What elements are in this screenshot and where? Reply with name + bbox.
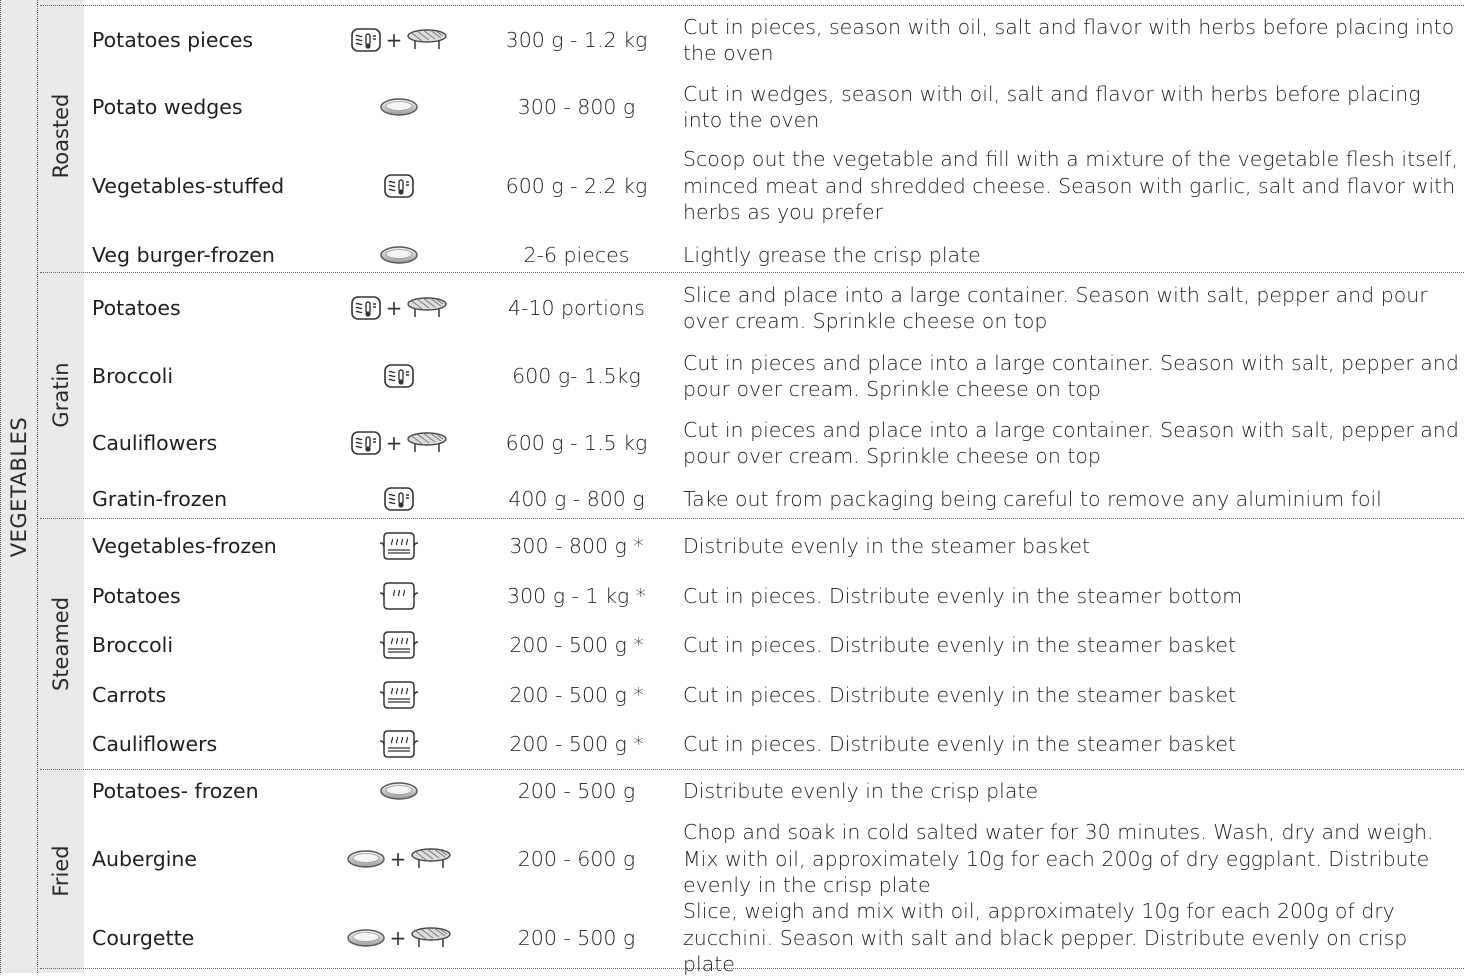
table-row [84,524,1464,568]
group-fried [38,769,84,973]
quantity: 600 g - 1.5 kg [505,431,648,455]
table-row [84,8,1464,72]
table-row [84,276,1464,340]
wire-rack-icon [410,925,452,951]
crisp-plate-icon [346,848,386,870]
grill-oven-icon [383,173,415,199]
crisp-plate-icon [379,780,419,802]
food-name: Potatoes [92,296,181,320]
instructions: Cut in pieces. Distribute evenly in the steamer basket [683,731,1236,756]
group-roasted [38,0,84,272]
table-row [84,342,1464,410]
accessory-icons [324,818,474,900]
quantity: 200 - 500 g * [509,683,644,707]
instructions: Cut in pieces, season with oil, salt and flavor with herbs before placing into the oven [683,14,1455,65]
accessory-icons [324,672,474,718]
accessory-icons [324,74,474,140]
crisp-plate-icon [379,244,419,266]
accessory-icons [324,144,474,228]
instructions: Cut in pieces. Distribute evenly in the steamer basket [683,682,1236,707]
table-row [84,772,1464,810]
table-row [84,818,1464,900]
instructions: Cut in pieces and place into a large container. Season with salt, pepper and pour over cream. Sprinkle cheese on top [683,350,1459,401]
table-row [84,74,1464,140]
quantity: 300 - 800 g * [509,534,644,558]
food-name: Cauliflowers [92,431,218,455]
group-label: Gratin [49,362,73,428]
quantity: 200 - 500 g * [509,732,644,756]
grill-oven-icon [383,363,415,389]
quantity: 2-6 pieces [523,243,630,267]
main-category-label: VEGETABLES [7,416,31,557]
plus-sign: + [385,28,403,52]
food-name: Potatoes- frozen [92,779,259,803]
table-row [84,672,1464,718]
quantity: 200 - 600 g [517,847,636,871]
wire-rack-icon [406,27,448,53]
table-row [84,238,1464,272]
food-name: Broccoli [92,364,174,388]
table-row [84,622,1464,668]
food-name: Potato wedges [92,95,243,119]
food-name: Vegetables-frozen [92,534,277,558]
quantity: 200 - 500 g [517,926,636,950]
food-name: Cauliflowers [92,732,218,756]
group-steamed [38,518,84,769]
instructions: Distribute evenly in the crisp plate [683,778,1039,803]
accessory-icons [324,276,474,340]
steamer-basket-icon [379,531,419,561]
steamer-basket-icon [379,630,419,660]
accessory-icons [324,622,474,668]
instructions: Lightly grease the crisp plate [683,242,981,267]
quantity: 400 g - 800 g [508,487,645,511]
wire-rack-icon [406,295,448,321]
instructions: Cut in pieces. Distribute evenly in the steamer bottom [683,583,1243,608]
main-category-column [0,0,38,973]
food-name: Courgette [92,926,195,950]
wire-rack-icon [410,846,452,872]
table-row [84,572,1464,620]
instructions: Cut in pieces and place into a large container. Season with salt, pepper and pour over cream. Sprinkle cheese on top [683,417,1459,468]
group-divider [40,769,1464,770]
crisp-plate-icon [346,927,386,949]
food-name: Vegetables-stuffed [92,174,285,198]
accessory-icons [324,524,474,568]
grill-oven-icon [350,430,382,456]
quantity: 4-10 portions [508,296,645,320]
plus-sign: + [385,431,403,455]
crisp-plate-icon [379,96,419,118]
accessory-icons [324,342,474,410]
instructions: Cut in wedges, season with oil, salt and flavor with herbs before placing into the oven [683,81,1421,132]
quantity: 200 - 500 g [517,779,636,803]
food-name: Broccoli [92,633,174,657]
table-row [84,144,1464,228]
grill-oven-icon [350,295,382,321]
instructions: Scoop out the vegetable and fill with a mixture of the vegetable flesh itself, minced meat and shredded cheese. Season with garlic, salt and flavor with herbs as you prefer [683,147,1458,225]
accessory-icons [324,772,474,810]
group-label: Steamed [49,596,73,691]
quantity: 200 - 500 g * [509,633,644,657]
accessory-icons [324,410,474,476]
grill-oven-icon [350,27,382,53]
table-row [84,720,1464,768]
quantity: 300 g - 1 kg * [507,584,646,608]
table-row [84,480,1464,518]
instructions: Cut in pieces. Distribute evenly in the steamer basket [683,632,1236,657]
table-row [84,899,1464,977]
plus-sign: + [389,847,407,871]
group-label: Fried [49,845,73,897]
quantity: 600 g- 1.5kg [512,364,641,388]
plus-sign: + [385,296,403,320]
food-name: Potatoes [92,584,181,608]
instructions: Slice and place into a large container. Season with salt, pepper and pour over cream. Sprinkle cheese on top [683,282,1428,333]
group-gratin [38,272,84,518]
instructions: Distribute evenly in the steamer basket [683,533,1091,558]
accessory-icons [324,8,474,72]
accessory-icons [324,572,474,620]
group-label: Roasted [49,93,73,179]
steamer-bottom-icon [379,581,419,611]
grill-oven-icon [383,486,415,512]
wire-rack-icon [406,430,448,456]
quantity: 300 - 800 g [517,95,636,119]
food-name: Potatoes pieces [92,28,254,52]
food-name: Aubergine [92,847,198,871]
instructions: Take out from packaging being careful to remove any aluminium foil [683,486,1382,511]
accessory-icons [324,908,474,968]
accessory-icons [324,238,474,272]
group-divider [40,272,1464,273]
plus-sign: + [389,926,407,950]
food-name: Veg burger-frozen [92,243,275,267]
steamer-basket-icon [379,680,419,710]
quantity: 600 g - 2.2 kg [505,174,648,198]
food-name: Gratin-frozen [92,487,228,511]
food-name: Carrots [92,683,167,707]
table-row [84,410,1464,476]
quantity: 300 g - 1.2 kg [505,28,648,52]
steamer-basket-icon [379,729,419,759]
group-divider [40,518,1464,519]
instructions: Slice, weigh and mix with oil, approximately 10g for each 200g of dry zucchini. Season with salt and black pepper. Distribute evenly on crisp plate [683,899,1408,977]
top-border [40,5,1464,6]
accessory-icons [324,720,474,768]
accessory-icons [324,480,474,518]
instructions: Chop and soak in cold salted water for 30 minutes. Wash, dry and weigh. Mix with oil, approximately 10g for each 200g of dry eggplant. Distribute evenly in the crisp plate [683,820,1434,898]
